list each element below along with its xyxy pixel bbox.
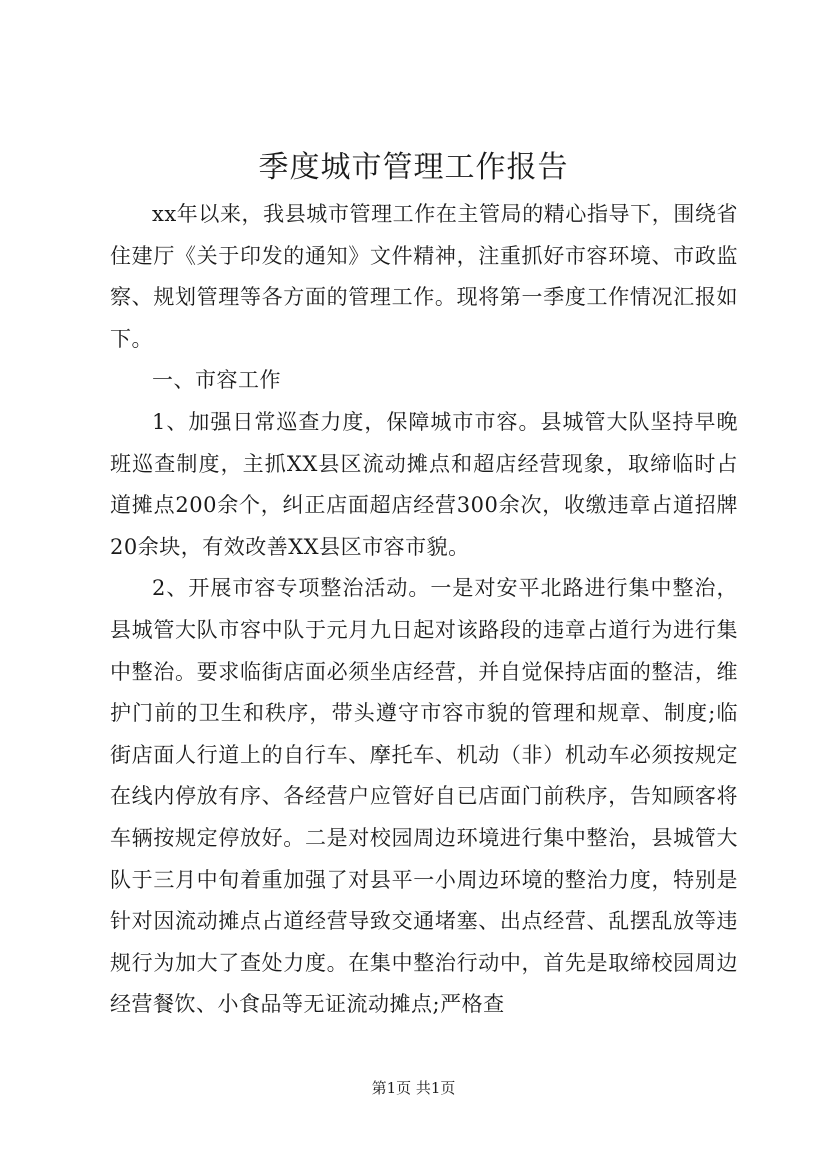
paragraph-item-2: 2、开展市容专项整治活动。一是对安平北路进行集中整治，县城管大队市容中队于元月九日起对该路段的违章占道行为进行集中整治。要求临街店面必须坐店经营，并自觉保持店面的整洁，维护门前的卫生和秩序，带头遵守市容市貌的管理和规章、制度;临街店面人行道上的自行车、摩托车、机动（非）机动车必须按规定在线内停放有序、各经营户应管好自已店面门前秩序，告知顾客将车辆按规定停放好。二是对校园周边环境进行集中整治，县城管大队于三月中旬着重加强了对县平一小周边环境的整治力度，特别是针对因流动摊点占道经营导致交通堵塞、出点经营、乱摆乱放等违规行为加大了查处力度。在集中整治行动中，首先是取缔校园周边经营餐饮、小食品等无证流动摊点;严格查 <box>110 576 738 1017</box>
document-title: 季度城市管理工作报告 <box>258 150 569 185</box>
section-heading-city-appearance: 一、市容工作 <box>152 368 281 393</box>
paragraph-intro: xx年以来，我县城市管理工作在主管局的精心指导下，围绕省住建厅《关于印发的通知》文件精神，注重抓好市容环境、市政监察、规划管理等各方面的管理工作。现将第一季度工作情况汇报如下。 <box>110 202 738 351</box>
document-body <box>110 194 738 1026</box>
paragraph-item-1: 1、加强日常巡查力度，保障城市市容。县城管大队坚持早晚班巡查制度，主抓XX县区流动摊点和超店经营现象，取缔临时占道摊点200余个，纠正店面超店经营300余次，收缴违章占道招牌20余块，有效改善XX县区市容市貌。 <box>110 409 738 559</box>
page-footer: 第1页 共1页 <box>371 1079 456 1097</box>
